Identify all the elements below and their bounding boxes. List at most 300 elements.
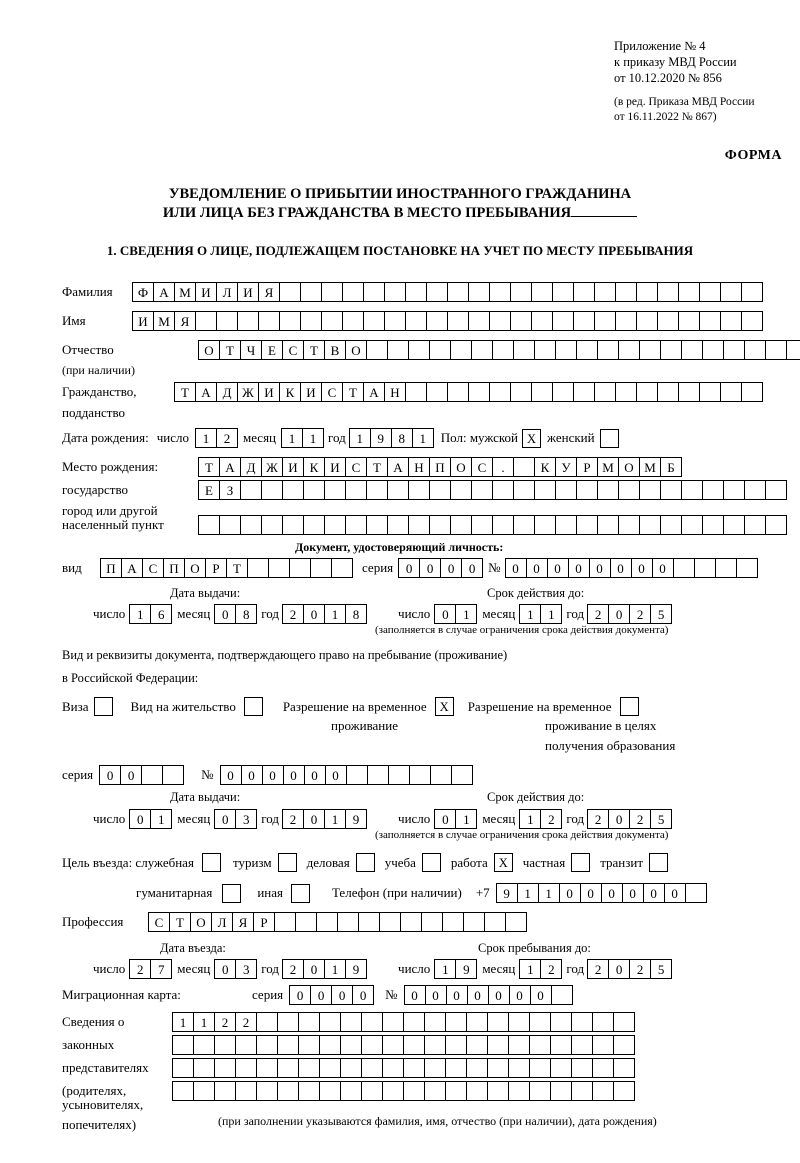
cell[interactable]: [471, 515, 493, 535]
cell[interactable]: С: [148, 912, 170, 932]
cell[interactable]: [429, 340, 451, 360]
stay-issue-day-cells[interactable]: [129, 809, 171, 829]
cell[interactable]: [555, 515, 577, 535]
cell[interactable]: 0: [283, 765, 305, 785]
cell[interactable]: [529, 1081, 551, 1101]
stay-end-year-cells[interactable]: [587, 959, 671, 979]
cell[interactable]: [172, 1058, 194, 1078]
cell[interactable]: [720, 382, 742, 402]
cell[interactable]: 0: [608, 959, 630, 979]
birth-month-cells[interactable]: [281, 428, 323, 448]
stay-end-month-cells[interactable]: [519, 959, 561, 979]
cell[interactable]: [321, 282, 343, 302]
cell[interactable]: 0: [530, 985, 552, 1005]
cell[interactable]: [618, 515, 640, 535]
cell[interactable]: 6: [150, 604, 172, 624]
cell[interactable]: 0: [608, 809, 630, 829]
cell[interactable]: [403, 1081, 425, 1101]
cell[interactable]: [261, 480, 283, 500]
cell[interactable]: [529, 1058, 551, 1078]
cell[interactable]: [366, 515, 388, 535]
cell[interactable]: [316, 912, 338, 932]
cell[interactable]: 0: [547, 558, 569, 578]
cell[interactable]: 0: [214, 604, 236, 624]
cell[interactable]: [551, 985, 573, 1005]
cell[interactable]: 0: [434, 604, 456, 624]
cell[interactable]: Р: [576, 457, 598, 477]
cell[interactable]: [300, 282, 322, 302]
cell[interactable]: [592, 1035, 614, 1055]
cell[interactable]: [403, 1058, 425, 1078]
cell[interactable]: [505, 912, 527, 932]
cell[interactable]: 1: [195, 428, 217, 448]
cell[interactable]: [618, 480, 640, 500]
cell[interactable]: А: [363, 382, 385, 402]
cell[interactable]: 0: [129, 809, 151, 829]
cell[interactable]: [699, 311, 721, 331]
cell[interactable]: [765, 340, 787, 360]
cell[interactable]: [426, 311, 448, 331]
cell[interactable]: 0: [241, 765, 263, 785]
cell[interactable]: Б: [660, 457, 682, 477]
cell[interactable]: О: [618, 457, 640, 477]
cell[interactable]: [685, 883, 707, 903]
temp-residence-checkbox[interactable]: Х: [435, 697, 454, 716]
cell[interactable]: [613, 1081, 635, 1101]
cell[interactable]: [289, 558, 311, 578]
cell[interactable]: [387, 340, 409, 360]
cell[interactable]: К: [303, 457, 325, 477]
cell[interactable]: У: [555, 457, 577, 477]
cell[interactable]: 0: [631, 558, 653, 578]
cell[interactable]: [484, 912, 506, 932]
cell[interactable]: Т: [174, 382, 196, 402]
cell[interactable]: [702, 480, 724, 500]
cell[interactable]: [303, 515, 325, 535]
cell[interactable]: [279, 282, 301, 302]
cell[interactable]: 2: [282, 604, 304, 624]
cell[interactable]: [379, 912, 401, 932]
cell[interactable]: [193, 1035, 215, 1055]
cell[interactable]: [408, 515, 430, 535]
cell[interactable]: [660, 340, 682, 360]
cell[interactable]: [597, 340, 619, 360]
cell[interactable]: Я: [232, 912, 254, 932]
cell[interactable]: [345, 480, 367, 500]
cell[interactable]: О: [345, 340, 367, 360]
cell[interactable]: 8: [345, 604, 367, 624]
cell[interactable]: 0: [120, 765, 142, 785]
cell[interactable]: М: [597, 457, 619, 477]
cell[interactable]: [235, 1035, 257, 1055]
cell[interactable]: [193, 1058, 215, 1078]
cell[interactable]: [298, 1012, 320, 1032]
cell[interactable]: [513, 515, 535, 535]
cell[interactable]: Е: [261, 340, 283, 360]
cell[interactable]: [361, 1081, 383, 1101]
cell[interactable]: [487, 1081, 509, 1101]
cell[interactable]: [445, 1035, 467, 1055]
cell[interactable]: [468, 311, 490, 331]
birth-day-cells[interactable]: [195, 428, 237, 448]
cell[interactable]: [673, 558, 695, 578]
cell[interactable]: [405, 382, 427, 402]
sex-male-checkbox[interactable]: Х: [522, 429, 541, 448]
citizenship-cells[interactable]: [174, 382, 762, 402]
cell[interactable]: 0: [446, 985, 468, 1005]
cell[interactable]: [508, 1035, 530, 1055]
cell[interactable]: [346, 765, 368, 785]
purpose-private-checkbox[interactable]: [571, 853, 590, 872]
cell[interactable]: [424, 1058, 446, 1078]
cell[interactable]: 2: [540, 959, 562, 979]
cell[interactable]: [699, 282, 721, 302]
cell[interactable]: [550, 1035, 572, 1055]
cell[interactable]: [240, 515, 262, 535]
cell[interactable]: [195, 311, 217, 331]
cell[interactable]: И: [324, 457, 346, 477]
cell[interactable]: И: [258, 382, 280, 402]
cell[interactable]: [279, 311, 301, 331]
cell[interactable]: [571, 1058, 593, 1078]
cell[interactable]: [531, 382, 553, 402]
cell[interactable]: 1: [281, 428, 303, 448]
cell[interactable]: [277, 1012, 299, 1032]
cell[interactable]: 0: [419, 558, 441, 578]
cell[interactable]: П: [429, 457, 451, 477]
cell[interactable]: [219, 515, 241, 535]
legal-rep-cells-4[interactable]: [172, 1081, 634, 1101]
cell[interactable]: [409, 765, 431, 785]
cell[interactable]: [450, 480, 472, 500]
cell[interactable]: 0: [601, 883, 623, 903]
stay-issue-year-cells[interactable]: [282, 809, 366, 829]
cell[interactable]: [214, 1058, 236, 1078]
cell[interactable]: [636, 282, 658, 302]
cell[interactable]: [702, 515, 724, 535]
cell[interactable]: Л: [211, 912, 233, 932]
cell[interactable]: [615, 382, 637, 402]
cell[interactable]: 0: [398, 558, 420, 578]
cell[interactable]: Т: [169, 912, 191, 932]
cell[interactable]: [345, 515, 367, 535]
cell[interactable]: [741, 311, 763, 331]
cell[interactable]: [450, 515, 472, 535]
cell[interactable]: 0: [622, 883, 644, 903]
cell[interactable]: [573, 282, 595, 302]
cell[interactable]: [300, 311, 322, 331]
cell[interactable]: 0: [505, 558, 527, 578]
cell[interactable]: [555, 480, 577, 500]
cell[interactable]: [615, 282, 637, 302]
cell[interactable]: [430, 765, 452, 785]
cell[interactable]: Т: [219, 340, 241, 360]
entry-month-cells[interactable]: [214, 959, 256, 979]
cell[interactable]: Т: [226, 558, 248, 578]
cell[interactable]: 2: [587, 959, 609, 979]
purpose-other-checkbox[interactable]: [291, 884, 310, 903]
cell[interactable]: 2: [629, 604, 651, 624]
cell[interactable]: 2: [629, 809, 651, 829]
doc-valid-month-cells[interactable]: [519, 604, 561, 624]
cell[interactable]: 1: [150, 809, 172, 829]
cell[interactable]: 0: [467, 985, 489, 1005]
cell[interactable]: 0: [352, 985, 374, 1005]
cell[interactable]: К: [534, 457, 556, 477]
cell[interactable]: [261, 515, 283, 535]
cell[interactable]: [660, 515, 682, 535]
cell[interactable]: [214, 1035, 236, 1055]
cell[interactable]: 9: [345, 959, 367, 979]
purpose-humanitarian-checkbox[interactable]: [222, 884, 241, 903]
cell[interactable]: [534, 515, 556, 535]
cell[interactable]: [214, 1081, 236, 1101]
cell[interactable]: 1: [519, 604, 541, 624]
cell[interactable]: [319, 1058, 341, 1078]
entry-day-cells[interactable]: [129, 959, 171, 979]
cell[interactable]: [615, 311, 637, 331]
cell[interactable]: [298, 1081, 320, 1101]
cell[interactable]: [342, 311, 364, 331]
cell[interactable]: 1: [455, 809, 477, 829]
cell[interactable]: 0: [568, 558, 590, 578]
cell[interactable]: 1: [517, 883, 539, 903]
cell[interactable]: [489, 382, 511, 402]
cell[interactable]: [256, 1058, 278, 1078]
cell[interactable]: Т: [303, 340, 325, 360]
cell[interactable]: 0: [303, 809, 325, 829]
cell[interactable]: .: [492, 457, 514, 477]
cell[interactable]: [384, 311, 406, 331]
cell[interactable]: [489, 311, 511, 331]
birth-state-cells[interactable]: [198, 457, 429, 477]
cell[interactable]: [636, 311, 658, 331]
cell[interactable]: 0: [262, 765, 284, 785]
cell[interactable]: 9: [496, 883, 518, 903]
cell[interactable]: 0: [325, 765, 347, 785]
cell[interactable]: [450, 340, 472, 360]
cell[interactable]: 0: [214, 959, 236, 979]
cell[interactable]: [331, 558, 353, 578]
cell[interactable]: [382, 1012, 404, 1032]
cell[interactable]: [510, 282, 532, 302]
doc-valid-day-cells[interactable]: [434, 604, 476, 624]
cell[interactable]: [319, 1081, 341, 1101]
cell[interactable]: [723, 340, 745, 360]
cell[interactable]: [678, 311, 700, 331]
cell[interactable]: [172, 1081, 194, 1101]
cell[interactable]: [340, 1035, 362, 1055]
cell[interactable]: И: [132, 311, 154, 331]
cell[interactable]: [660, 480, 682, 500]
cell[interactable]: [531, 282, 553, 302]
cell[interactable]: 0: [289, 985, 311, 1005]
stay-number-cells[interactable]: [220, 765, 472, 785]
cell[interactable]: [366, 480, 388, 500]
cell[interactable]: [552, 311, 574, 331]
purpose-tourism-checkbox[interactable]: [278, 853, 297, 872]
cell[interactable]: 0: [461, 558, 483, 578]
cell[interactable]: [786, 340, 800, 360]
cell[interactable]: Я: [258, 282, 280, 302]
cell[interactable]: П: [100, 558, 122, 578]
cell[interactable]: И: [195, 282, 217, 302]
cell[interactable]: О: [198, 340, 220, 360]
cell[interactable]: А: [195, 382, 217, 402]
cell[interactable]: 2: [282, 959, 304, 979]
cell[interactable]: 1: [519, 809, 541, 829]
cell[interactable]: [466, 1012, 488, 1032]
cell[interactable]: [576, 480, 598, 500]
cell[interactable]: [534, 340, 556, 360]
cell[interactable]: [510, 382, 532, 402]
cell[interactable]: [573, 382, 595, 402]
cell[interactable]: 0: [526, 558, 548, 578]
residence-permit-checkbox[interactable]: [244, 697, 263, 716]
cell[interactable]: [613, 1035, 635, 1055]
cell[interactable]: 2: [282, 809, 304, 829]
cell[interactable]: 2: [540, 809, 562, 829]
cell[interactable]: [340, 1081, 362, 1101]
cell[interactable]: [361, 1012, 383, 1032]
cell[interactable]: [744, 340, 766, 360]
cell[interactable]: О: [190, 912, 212, 932]
cell[interactable]: [678, 382, 700, 402]
cell[interactable]: А: [153, 282, 175, 302]
cell[interactable]: 1: [172, 1012, 194, 1032]
phone-cells[interactable]: [496, 883, 706, 903]
cell[interactable]: [513, 457, 535, 477]
cell[interactable]: [592, 1012, 614, 1032]
cell[interactable]: [256, 1035, 278, 1055]
cell[interactable]: [508, 1012, 530, 1032]
birth-place-gap-cells[interactable]: [513, 457, 534, 477]
purpose-official-checkbox[interactable]: [202, 853, 221, 872]
cell[interactable]: [337, 912, 359, 932]
cell[interactable]: 0: [643, 883, 665, 903]
cell[interactable]: А: [387, 457, 409, 477]
cell[interactable]: Е: [198, 480, 220, 500]
cell[interactable]: [463, 912, 485, 932]
cell[interactable]: 1: [129, 604, 151, 624]
cell[interactable]: Я: [174, 311, 196, 331]
cell[interactable]: М: [174, 282, 196, 302]
cell[interactable]: [487, 1012, 509, 1032]
cell[interactable]: [295, 912, 317, 932]
cell[interactable]: [193, 1081, 215, 1101]
cell[interactable]: 3: [235, 809, 257, 829]
cell[interactable]: [387, 515, 409, 535]
cell[interactable]: 0: [488, 985, 510, 1005]
doc-issue-month-cells[interactable]: [214, 604, 256, 624]
cell[interactable]: [741, 382, 763, 402]
cell[interactable]: [744, 515, 766, 535]
cell[interactable]: [466, 1035, 488, 1055]
cell[interactable]: 1: [324, 959, 346, 979]
cell[interactable]: [592, 1081, 614, 1101]
cell[interactable]: Т: [198, 457, 220, 477]
stay-valid-year-cells[interactable]: [587, 809, 671, 829]
cell[interactable]: [508, 1058, 530, 1078]
cell[interactable]: [639, 340, 661, 360]
cell[interactable]: [358, 912, 380, 932]
cell[interactable]: [466, 1081, 488, 1101]
cell[interactable]: [489, 282, 511, 302]
cell[interactable]: [403, 1012, 425, 1032]
cell[interactable]: [508, 1081, 530, 1101]
cell[interactable]: 9: [455, 959, 477, 979]
cell[interactable]: 5: [650, 604, 672, 624]
doc-series-cells[interactable]: [398, 558, 482, 578]
cell[interactable]: [550, 1012, 572, 1032]
cell[interactable]: [426, 282, 448, 302]
cell[interactable]: В: [324, 340, 346, 360]
cell[interactable]: М: [639, 457, 661, 477]
cell[interactable]: 1: [519, 959, 541, 979]
cell[interactable]: [555, 340, 577, 360]
cell[interactable]: [510, 311, 532, 331]
cell[interactable]: [361, 1058, 383, 1078]
stay-valid-month-cells[interactable]: [519, 809, 561, 829]
cell[interactable]: [531, 311, 553, 331]
cell[interactable]: [741, 282, 763, 302]
cell[interactable]: [613, 1058, 635, 1078]
cell[interactable]: [468, 282, 490, 302]
sex-female-checkbox[interactable]: [600, 429, 619, 448]
cell[interactable]: [405, 282, 427, 302]
cell[interactable]: Н: [384, 382, 406, 402]
cell[interactable]: [573, 311, 595, 331]
cell[interactable]: 1: [324, 809, 346, 829]
cell[interactable]: 2: [587, 809, 609, 829]
doc-number-cells[interactable]: [505, 558, 757, 578]
cell[interactable]: [162, 765, 184, 785]
cell[interactable]: 0: [304, 765, 326, 785]
cell[interactable]: [720, 311, 742, 331]
cell[interactable]: 1: [455, 604, 477, 624]
cell[interactable]: 0: [99, 765, 121, 785]
cell[interactable]: 0: [580, 883, 602, 903]
mig-series-cells[interactable]: [289, 985, 373, 1005]
cell[interactable]: 0: [509, 985, 531, 1005]
cell[interactable]: [534, 480, 556, 500]
purpose-study-checkbox[interactable]: [422, 853, 441, 872]
cell[interactable]: [576, 340, 598, 360]
cell[interactable]: [594, 282, 616, 302]
cell[interactable]: [277, 1081, 299, 1101]
cell[interactable]: [387, 480, 409, 500]
cell[interactable]: 0: [310, 985, 332, 1005]
cell[interactable]: [597, 515, 619, 535]
cell[interactable]: [657, 382, 679, 402]
cell[interactable]: 0: [214, 809, 236, 829]
cell[interactable]: [552, 382, 574, 402]
cell[interactable]: [487, 1058, 509, 1078]
cell[interactable]: М: [153, 311, 175, 331]
cell[interactable]: [597, 480, 619, 500]
birth-city-cells-row3[interactable]: [198, 515, 786, 535]
cell[interactable]: А: [121, 558, 143, 578]
birth-city-cells-row2[interactable]: [198, 480, 786, 500]
cell[interactable]: 0: [303, 959, 325, 979]
cell[interactable]: 1: [434, 959, 456, 979]
doc-issue-year-cells[interactable]: [282, 604, 366, 624]
cell[interactable]: [681, 340, 703, 360]
cell[interactable]: [172, 1035, 194, 1055]
cell[interactable]: С: [321, 382, 343, 402]
cell[interactable]: С: [471, 457, 493, 477]
purpose-work-checkbox[interactable]: Х: [494, 853, 513, 872]
